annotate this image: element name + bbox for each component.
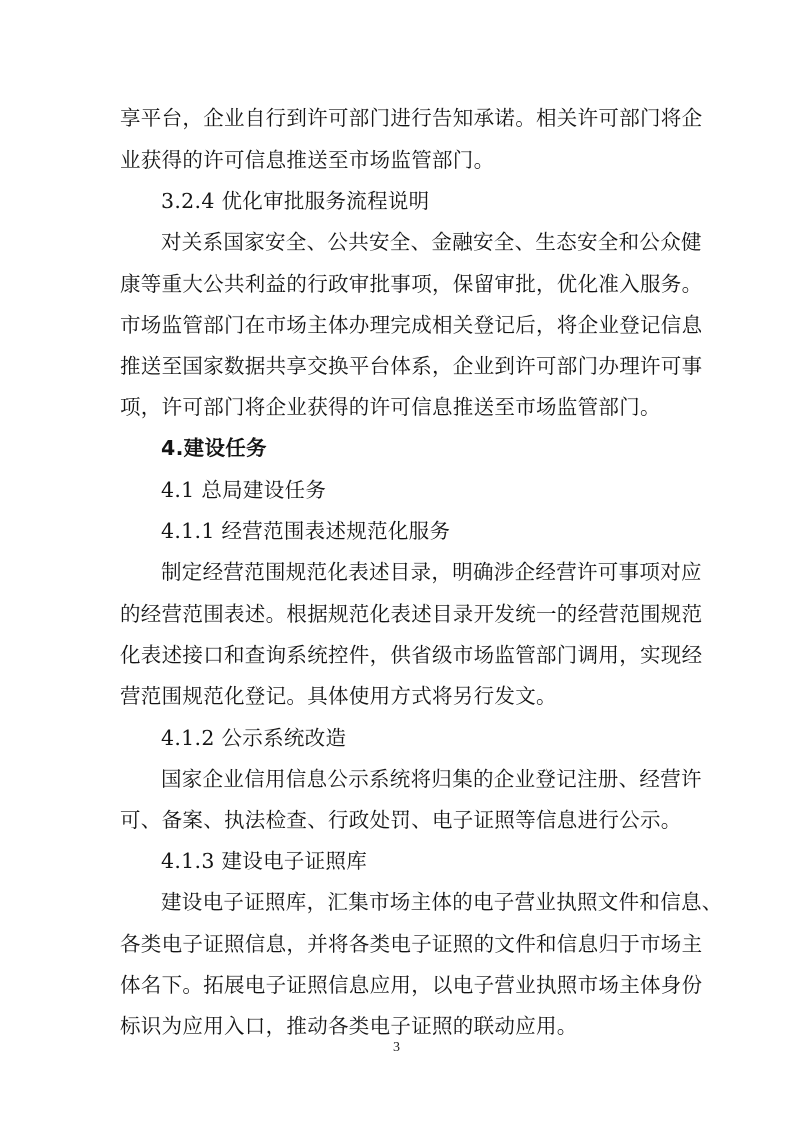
body-text-line: 建设电子证照库，汇集市场主体的电子营业执照文件和信息、 (161, 890, 723, 914)
body-text-line: 制定经营范围规范化表述目录，明确涉企经营许可事项对应 (161, 560, 702, 584)
chapter-heading: 4.建设任务 (161, 436, 267, 460)
body-text-line: 享平台，企业自行到许可部门进行告知承诺。相关许可部门将企 (120, 106, 703, 130)
section-heading: 3.2.4 优化审批服务流程说明 (161, 189, 430, 213)
page-number: 3 (393, 1040, 400, 1055)
body-text-line: 化表述接口和查询系统控件，供省级市场监管部门调用，实现经 (120, 643, 703, 667)
body-text-line: 项，许可部门将企业获得的许可信息推送至市场监管部门。 (120, 395, 661, 419)
body-text-line: 国家企业信用信息公示系统将归集的企业登记注册、经营许 (161, 767, 702, 791)
body-text-line: 的经营范围表述。根据规范化表述目录开发统一的经营范围规范 (120, 602, 703, 626)
body-text-line: 各类电子证照信息，并将各类电子证照的文件和信息归于市场主 (120, 932, 703, 956)
body-text-line: 业获得的许可信息推送至市场监管部门。 (120, 148, 495, 172)
subsection-heading: 4.1.2 公示系统改造 (161, 726, 347, 750)
subsection-heading: 4.1.1 经营范围表述规范化服务 (161, 519, 451, 543)
subsection-heading: 4.1.3 建设电子证照库 (161, 849, 368, 873)
section-heading: 4.1 总局建设任务 (161, 478, 327, 502)
body-text-line: 康等重大公共利益的行政审批事项，保留审批，优化准入服务。 (120, 272, 703, 296)
body-text-line: 推送至国家数据共享交换平台体系，企业到许可部门办理许可事 (120, 354, 703, 378)
body-text-line: 标识为应用入口，推动各类电子证照的联动应用。 (120, 1014, 578, 1038)
body-text-line: 对关系国家安全、公共安全、金融安全、生态安全和公众健 (161, 230, 702, 254)
body-text-line: 可、备案、执法检查、行政处罚、电子证照等信息进行公示。 (120, 808, 682, 832)
body-text-line: 市场监管部门在市场主体办理完成相关登记后，将企业登记信息 (120, 313, 703, 337)
body-text-line: 营范围规范化登记。具体使用方式将另行发文。 (120, 684, 557, 708)
body-text-line: 体名下。拓展电子证照信息应用，以电子营业执照市场主体身份 (120, 973, 703, 997)
